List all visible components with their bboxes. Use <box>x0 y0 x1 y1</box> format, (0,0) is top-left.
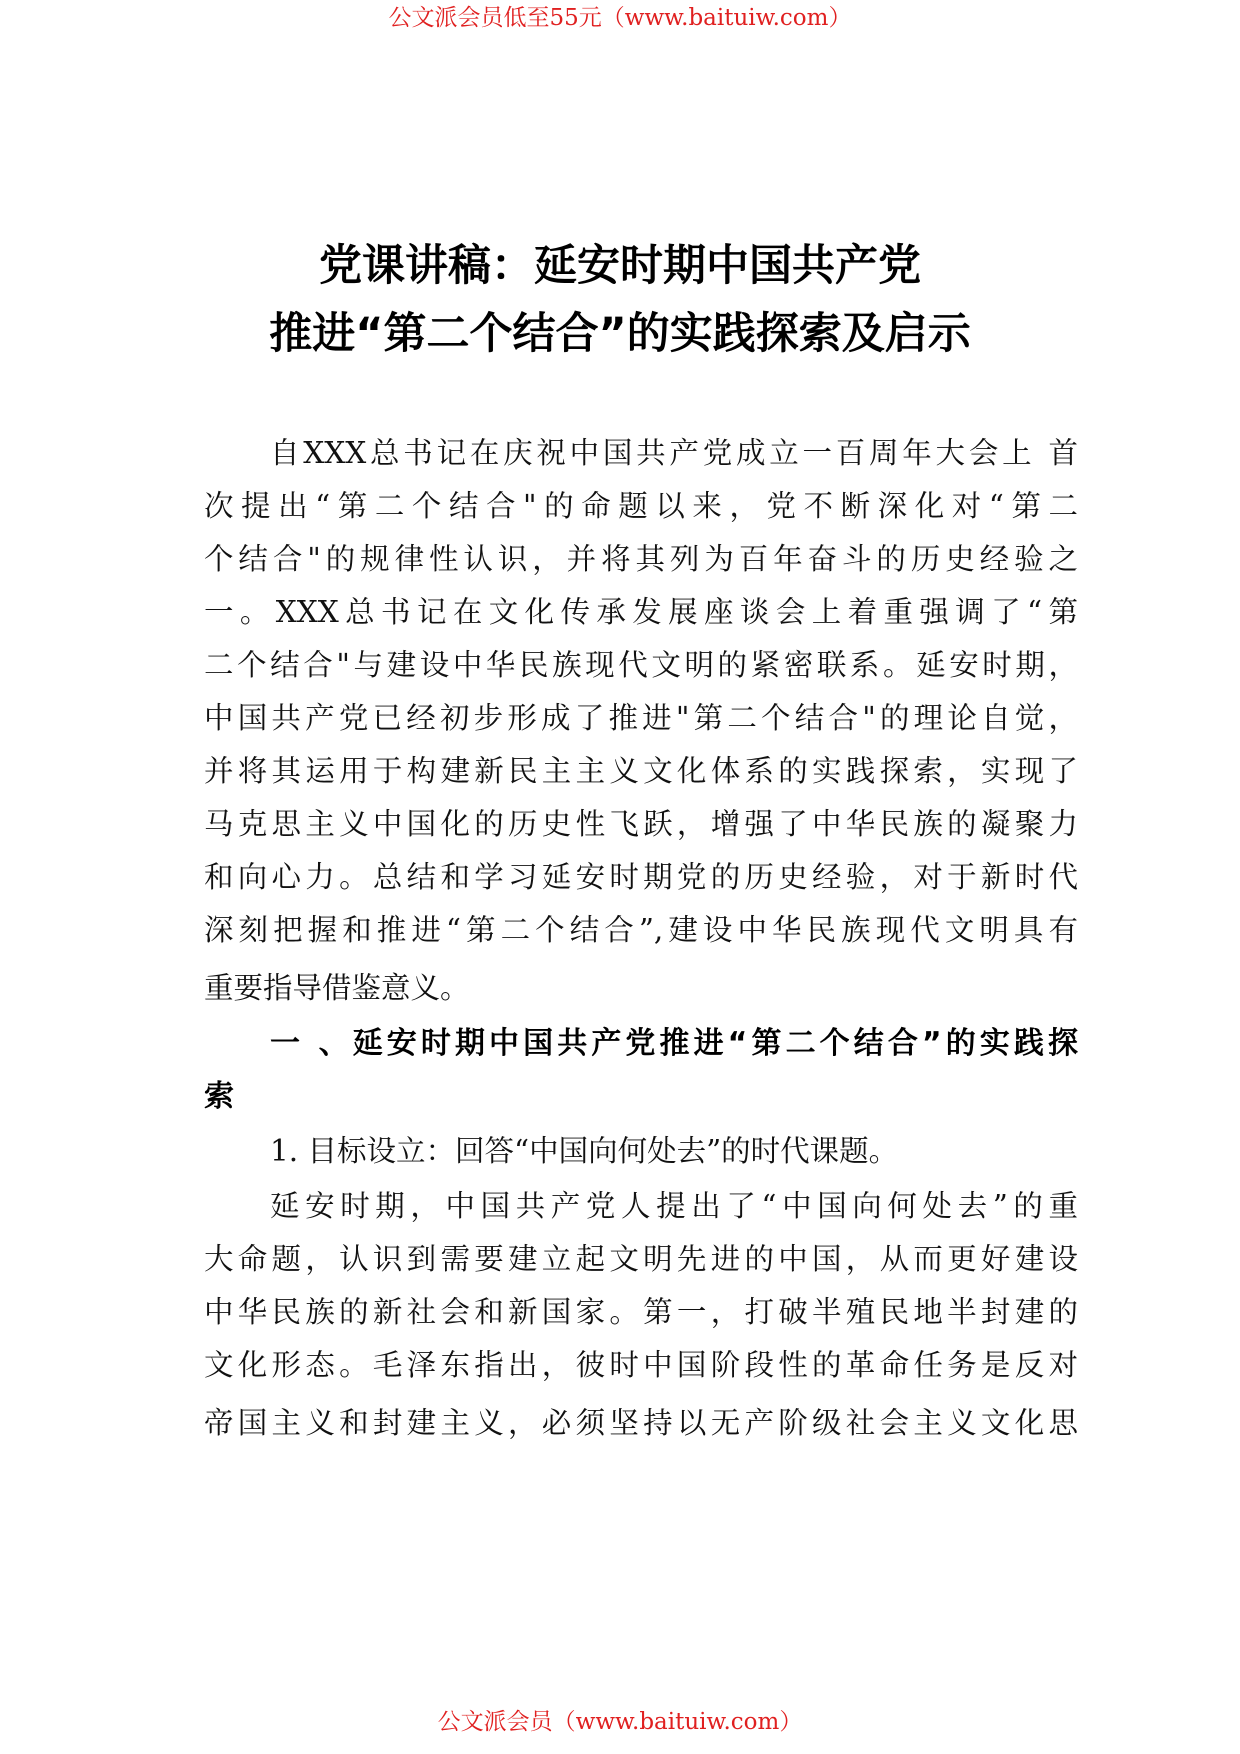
footer-watermark-banner: 公文派会员（www.baituiw.com） <box>437 1709 803 1735</box>
document-title-line-1: 党课讲稿：延安时期中国共产党 <box>319 241 921 291</box>
paragraph-1-line-2: 次提出“第二个结合"的命题以来，党不断深化对“第二 <box>204 489 1078 523</box>
paragraph-1-line-9: 和向心力。总结和学习延安时期党的历史经验，对于新时代 <box>204 860 1078 894</box>
paragraph-1-line-5: 二个结合"与建设中华民族现代文明的紧密联系。延安时期， <box>204 648 1078 682</box>
paragraph-1-line-4: 一。XXX总书记在文化传承发展座谈会上着重强调了“第 <box>204 595 1078 629</box>
paragraph-1-line-10: 深刻把握和推进“第二个结合”,建设中华民族现代文明具有 <box>204 913 1078 947</box>
paragraph-1-line-11: 重要指导借鉴意义。 <box>204 971 470 1005</box>
paragraph-1-line-8: 马克思主义中国化的历史性飞跃，增强了中华民族的凝聚力 <box>204 807 1078 841</box>
section-1-subheading: 1. 目标设立：回答“中国向何处去”的时代课题。 <box>270 1134 899 1168</box>
paragraph-2-line-5: 帝国主义和封建主义，必须坚持以无产阶级社会主义文化思 <box>204 1406 1078 1440</box>
paragraph-1-line-1: 自XXX总书记在庆祝中国共产党成立一百周年大会上 首 <box>270 436 1078 470</box>
paragraph-2-line-3: 中华民族的新社会和新国家。第一，打破半殖民地半封建的 <box>204 1295 1078 1329</box>
paragraph-1-line-3: 个结合"的规律性认识，并将其列为百年奋斗的历史经验之 <box>204 542 1078 576</box>
header-watermark-banner: 公文派会员低至55元（www.baituiw.com） <box>388 5 852 31</box>
paragraph-2-line-4: 文化形态。毛泽东指出，彼时中国阶段性的革命任务是反对 <box>204 1348 1078 1382</box>
paragraph-1-line-7: 并将其运用于构建新民主主义文化体系的实践探索，实现了 <box>204 754 1078 788</box>
document-title-line-2: 推进“第二个结合”的实践探索及启示 <box>269 309 971 359</box>
paragraph-2-line-1: 延安时期，中国共产党人提出了“中国向何处去”的重 <box>270 1189 1078 1223</box>
section-1-heading-line-1: 一 、延安时期中国共产党推进“第二个结合”的实践探 <box>270 1026 1078 1061</box>
paragraph-2-line-2: 大命题，认识到需要建立起文明先进的中国，从而更好建设 <box>204 1242 1078 1276</box>
section-1-heading-line-2: 索 <box>204 1079 234 1114</box>
paragraph-1-line-6: 中国共产党已经初步形成了推进"第二个结合"的理论自觉， <box>204 701 1078 735</box>
